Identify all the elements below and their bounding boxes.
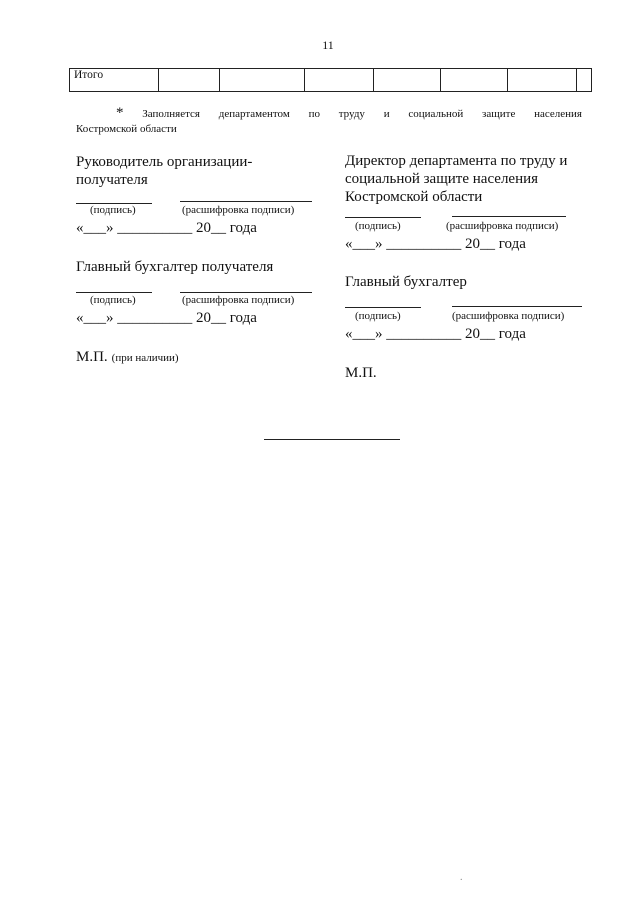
scan-mark: . xyxy=(460,872,463,883)
table-row xyxy=(70,69,592,92)
decode-caption: (расшифровка подписи) xyxy=(452,310,565,322)
director-title-line2: социальной защите населения xyxy=(345,171,539,187)
signature-caption: (подпись) xyxy=(90,294,136,306)
footnote-word: по xyxy=(308,108,320,120)
signature-line xyxy=(345,217,421,218)
table-cell xyxy=(220,69,305,92)
signature-caption: (подпись) xyxy=(90,204,136,216)
director-title-line3: Костромской области xyxy=(345,189,483,205)
recipient-accountant-title: Главный бухгалтер получателя xyxy=(76,259,274,275)
table-cell xyxy=(305,69,374,92)
footnote-word: населения xyxy=(534,108,582,120)
total-label-cell: Итого xyxy=(70,69,159,92)
table-cell xyxy=(374,69,441,92)
decode-caption: (расшифровка подписи) xyxy=(182,204,295,216)
decode-caption: (расшифровка подписи) xyxy=(182,294,295,306)
footnote-word: и xyxy=(383,108,390,120)
signature-line xyxy=(345,307,421,308)
decode-caption: (расшифровка подписи) xyxy=(446,220,559,232)
footnote xyxy=(76,107,582,137)
stamp-label: М.П. xyxy=(76,349,108,365)
stamp-label: М.П. xyxy=(345,365,377,381)
date-field: «___» __________ 20__ года xyxy=(76,220,257,236)
table-cell xyxy=(577,69,592,92)
footnote-word: департаментом xyxy=(218,108,290,120)
decode-line xyxy=(180,292,312,293)
director-title-line1: Директор департамента по труду и xyxy=(345,153,568,169)
table-cell xyxy=(159,69,220,92)
stamp-note: (при наличии) xyxy=(111,352,179,364)
footnote-line-2: Костромской области xyxy=(76,123,177,135)
decode-line xyxy=(452,306,582,307)
table-cell xyxy=(508,69,577,92)
date-field: «___» __________ 20__ года xyxy=(345,236,526,252)
footnote-line-1 xyxy=(76,107,582,122)
footnote-marker: * xyxy=(116,105,124,121)
table-cell xyxy=(441,69,508,92)
department-accountant-title: Главный бухгалтер xyxy=(345,274,467,290)
total-table xyxy=(69,68,592,92)
signature-caption: (подпись) xyxy=(355,310,401,322)
date-field: «___» __________ 20__ года xyxy=(76,310,257,326)
page-number: 11 xyxy=(322,38,334,52)
footnote-word: защите xyxy=(482,108,516,120)
end-separator xyxy=(264,439,400,440)
signature-caption: (подпись) xyxy=(355,220,401,232)
recipient-head-title-line2: получателя xyxy=(76,172,148,188)
footnote-word: Заполняется xyxy=(142,108,200,120)
footnote-word: труду xyxy=(338,108,365,120)
date-field: «___» __________ 20__ года xyxy=(345,326,526,342)
decode-line xyxy=(180,201,312,202)
recipient-head-title-line1: Руководитель организации- xyxy=(76,154,253,170)
signature-line xyxy=(76,292,152,293)
decode-line xyxy=(452,216,566,217)
stamp-placeholder xyxy=(76,348,179,366)
footnote-word: социальной xyxy=(408,108,464,120)
